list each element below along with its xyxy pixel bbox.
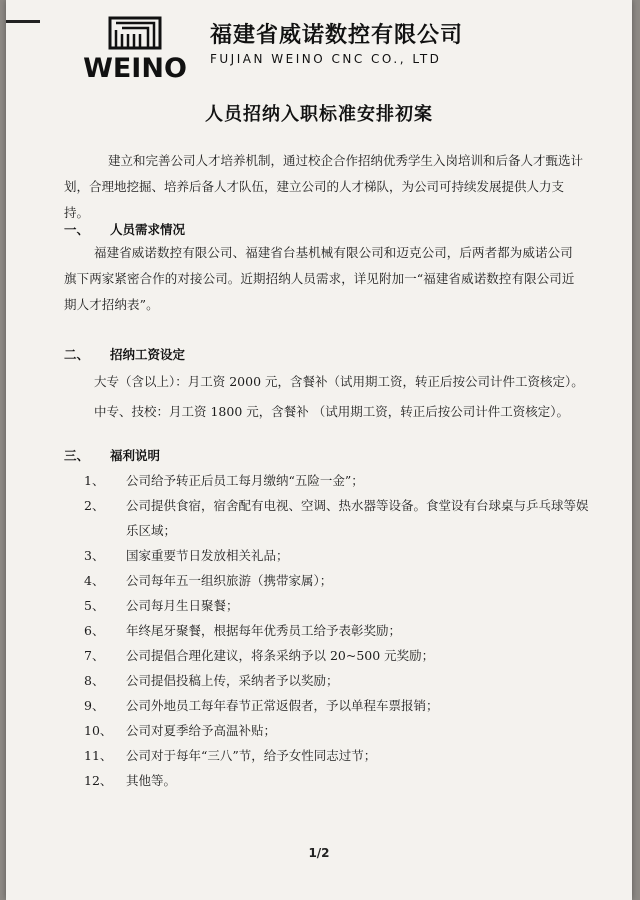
wage-line-vocational: 中专、技校：月工资 1800 元，含餐补 （试用期工资，转正后按公司计件工资核定）。 (94, 404, 569, 419)
section-number: 一、 (64, 222, 90, 237)
item-text: 公司对夏季给予高温补贴； (126, 723, 277, 738)
list-item (84, 493, 594, 543)
section-1-body: 福建省威诺数控有限公司、福建省台基机械有限公司和迈克公司，后两者都为威诺公司旗下两家紧密合作的对接公司。近期招纳人员需求，详见附加一“福建省威诺数控有限公司近期人才招纳表”。 (64, 245, 575, 312)
company-logo (76, 14, 194, 80)
section-3-heading (64, 446, 160, 464)
company-name-cn: 福建省威诺数控有限公司 (210, 23, 464, 48)
item-number: 8、 (84, 673, 105, 688)
item-number: 1、 (84, 473, 105, 488)
item-text: 年终尾牙聚餐，根据每年优秀员工给予表彰奖励； (126, 623, 402, 638)
list-item (84, 468, 594, 493)
section-title: 招纳工资设定 (110, 347, 186, 362)
item-number: 3、 (84, 548, 105, 563)
item-text: 国家重要节日发放相关礼品； (126, 548, 289, 563)
wage-line-college: 大专（含以上）：月工资 2000 元，含餐补（试用期工资，转正后按公司计件工资核定）。 (94, 374, 584, 389)
list-item (84, 593, 594, 618)
section-title: 人员需求情况 (110, 222, 186, 237)
item-number: 6、 (84, 623, 105, 638)
list-item (84, 543, 594, 568)
item-number: 12、 (84, 773, 113, 788)
list-item (84, 718, 594, 743)
page-number: 1/2 (308, 846, 330, 860)
item-text: 公司给予转正后员工每月缴纳“五险一金”； (126, 473, 364, 488)
section-number: 三、 (64, 448, 90, 463)
benefits-list (84, 468, 594, 793)
item-number: 7、 (84, 648, 105, 663)
section-2-heading (64, 345, 185, 363)
list-item (84, 568, 594, 593)
item-text: 公司每年五一组织旅游（携带家属）； (126, 573, 333, 588)
list-item (84, 768, 594, 793)
item-number: 4、 (84, 573, 105, 588)
list-item (84, 618, 594, 643)
scan-edge-mark (6, 20, 40, 23)
list-item (84, 693, 594, 718)
list-item (84, 643, 594, 668)
company-name-en: FUJIAN WEINO CNC CO., LTD (210, 52, 442, 66)
list-item (84, 743, 594, 768)
item-number: 9、 (84, 698, 105, 713)
item-number: 11、 (84, 748, 113, 763)
section-1-heading (64, 220, 185, 238)
item-number: 5、 (84, 598, 105, 613)
list-item (84, 668, 594, 693)
item-text: 公司对于每年“三八”节，给予女性同志过节； (126, 748, 377, 763)
item-text: 公司提倡投稿上传，采纳者予以奖励； (126, 673, 339, 688)
item-text: 公司提供食宿，宿舍配有电视、空调、热水器等设备。食堂设有台球桌与乒乓球等娱乐区域； (126, 498, 589, 538)
item-text: 公司每月生日聚餐； (126, 598, 239, 613)
section-number: 二、 (64, 347, 90, 362)
item-number: 2、 (84, 498, 105, 513)
document-title: 人员招纳入职标准安排初案 (205, 104, 433, 125)
item-number: 10、 (84, 723, 113, 738)
item-text: 公司提倡合理化建议，将条采纳予以 20~500 元奖励； (126, 648, 435, 663)
document-page (6, 0, 632, 900)
letterhead (76, 14, 576, 84)
section-title: 福利说明 (110, 448, 161, 463)
item-text: 公司外地员工每年春节正常返假者，予以单程车票报销； (126, 698, 439, 713)
item-text: 其他等。 (126, 773, 177, 788)
intro-paragraph: 建立和完善公司人才培养机制，通过校企合作招纳优秀学生入岗培训和后备人才甄选计划，合理地挖掘、培养后备人才队伍，建立公司的人才梯队，为公司可持续发展提供人力支持。 (64, 153, 584, 220)
logo-wordmark: WEINO (83, 53, 187, 80)
